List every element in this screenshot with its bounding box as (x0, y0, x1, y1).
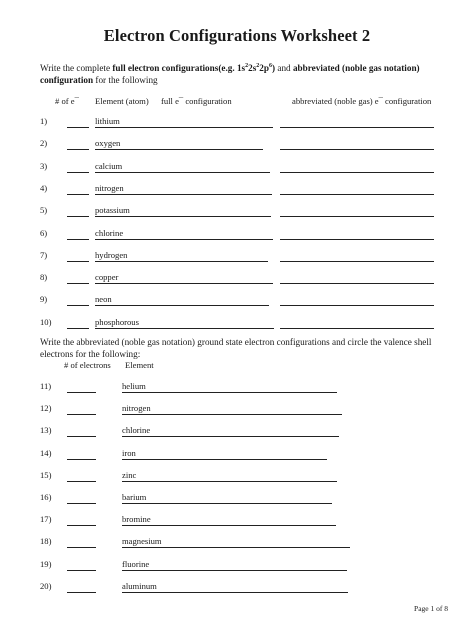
header-element-atom: Element (atom) (95, 96, 149, 106)
element-name: bromine (122, 514, 151, 525)
electron-count-blank[interactable] (67, 436, 96, 437)
abbrev-config-blank[interactable] (280, 239, 434, 240)
question-number: 8) (40, 272, 48, 283)
element-name: phosphorous (95, 316, 139, 327)
element-name: magnesium (122, 536, 162, 547)
element-name: hydrogen (95, 249, 128, 260)
header-full-config: full e¯ configuration (161, 96, 232, 106)
element-name: fluorine (122, 558, 150, 569)
question-number: 19) (40, 558, 52, 569)
full-config-blank[interactable] (95, 149, 263, 150)
electron-count-blank[interactable] (67, 172, 89, 173)
electron-count-blank[interactable] (67, 328, 89, 329)
full-config-blank[interactable] (95, 194, 272, 195)
full-config-blank[interactable] (95, 216, 271, 217)
abbrev-config-blank[interactable] (122, 414, 342, 415)
element-name: potassium (95, 205, 130, 216)
electron-count-blank[interactable] (67, 194, 89, 195)
element-name: nitrogen (122, 403, 151, 414)
element-name: copper (95, 272, 119, 283)
abbrev-config-blank[interactable] (280, 261, 434, 262)
full-config-blank[interactable] (95, 328, 274, 329)
electron-count-blank[interactable] (67, 503, 96, 504)
element-name: neon (95, 294, 112, 305)
abbrev-config-blank[interactable] (122, 459, 327, 460)
electron-count-blank[interactable] (67, 459, 96, 460)
abbrev-config-blank[interactable] (280, 305, 434, 306)
electron-count-blank[interactable] (67, 547, 96, 548)
element-name: helium (122, 381, 146, 391)
part1-instructions (40, 60, 440, 86)
question-number: 20) (40, 580, 52, 591)
question-number: 1) (40, 116, 48, 126)
question-number: 14) (40, 447, 52, 458)
abbrev-config-blank[interactable] (280, 127, 434, 128)
abbrev-config-blank[interactable] (122, 525, 336, 526)
full-config-blank[interactable] (95, 283, 273, 284)
electron-count-blank[interactable] (67, 481, 96, 482)
question-number: 10) (40, 316, 52, 327)
electron-count-blank[interactable] (67, 216, 89, 217)
element-name: calcium (95, 160, 123, 171)
part1-instruction-bold1: full electron configurations(e.g. $1s^22s^22p^6$) (112, 63, 276, 74)
question-number: 15) (40, 469, 52, 480)
element-name: lithium (95, 116, 120, 126)
abbrev-config-blank[interactable] (280, 149, 434, 150)
full-config-blank[interactable] (95, 172, 270, 173)
abbrev-config-blank[interactable] (280, 216, 434, 217)
header-abbrev-config: abbreviated (noble gas) e¯ configuration (292, 96, 432, 106)
question-number: 2) (40, 138, 48, 149)
part1-instruction-bold2: abbreviated (noble gas notation) configuration (40, 63, 420, 86)
question-number: 5) (40, 205, 48, 216)
worksheet-title: Electron Configurations Worksheet 2 (103, 26, 371, 45)
electron-count-blank[interactable] (67, 305, 89, 306)
electron-count-blank[interactable] (67, 414, 96, 415)
question-number: 6) (40, 227, 48, 238)
electron-count-blank[interactable] (67, 261, 89, 262)
full-config-blank[interactable] (95, 127, 273, 128)
abbrev-config-blank[interactable] (122, 547, 350, 548)
abbrev-config-blank[interactable] (280, 172, 434, 173)
page-number: Page 1 of 8 (414, 604, 448, 613)
question-number: 18) (40, 536, 52, 547)
question-number: 7) (40, 249, 48, 260)
electron-count-blank[interactable] (67, 392, 96, 393)
electron-count-blank[interactable] (67, 525, 96, 526)
question-number: 11) (40, 381, 52, 391)
element-name: oxygen (95, 138, 121, 149)
question-number: 12) (40, 403, 52, 414)
element-name: iron (122, 447, 136, 458)
element-name: chlorine (95, 227, 124, 238)
abbrev-config-blank[interactable] (122, 503, 332, 504)
abbrev-config-blank[interactable] (122, 436, 339, 437)
header-element: Element (125, 360, 154, 370)
full-config-blank[interactable] (95, 305, 269, 306)
question-number: 16) (40, 492, 52, 502)
part1-instruction-suffix: for the following (93, 75, 158, 86)
abbrev-config-blank[interactable] (122, 592, 348, 593)
part2-instructions: Write the abbreviated (noble gas notation) ground state electron configurations and circle the valence shell electrons for the following: (40, 337, 432, 359)
full-config-blank[interactable] (95, 239, 273, 240)
question-number: 17) (40, 514, 52, 525)
abbrev-config-blank[interactable] (280, 194, 434, 195)
element-name: barium (122, 492, 147, 502)
electron-count-blank[interactable] (67, 149, 89, 150)
question-number: 3) (40, 160, 48, 171)
element-name: aluminum (122, 580, 157, 591)
electron-count-blank[interactable] (67, 239, 89, 240)
abbrev-config-blank[interactable] (280, 283, 434, 284)
header-electron-count: # of e¯ (55, 96, 79, 106)
abbrev-config-blank[interactable] (280, 328, 434, 329)
part1-instruction-prefix: Write the complete (40, 63, 113, 74)
element-name: nitrogen (95, 182, 124, 193)
abbrev-config-blank[interactable] (122, 570, 347, 571)
abbrev-config-blank[interactable] (122, 392, 337, 393)
question-number: 13) (40, 425, 52, 436)
part1-instruction-and: and (275, 63, 293, 74)
electron-count-blank[interactable] (67, 283, 89, 284)
header-number-of-electrons: # of electrons (64, 360, 111, 370)
electron-count-blank[interactable] (67, 570, 96, 571)
element-name: zinc (122, 469, 137, 480)
question-number: 9) (40, 294, 48, 305)
full-config-blank[interactable] (95, 261, 268, 262)
question-number: 4) (40, 182, 48, 193)
electron-count-blank[interactable] (67, 592, 96, 593)
abbrev-config-blank[interactable] (122, 481, 337, 482)
electron-count-blank[interactable] (67, 127, 89, 128)
element-name: chlorine (122, 425, 151, 436)
